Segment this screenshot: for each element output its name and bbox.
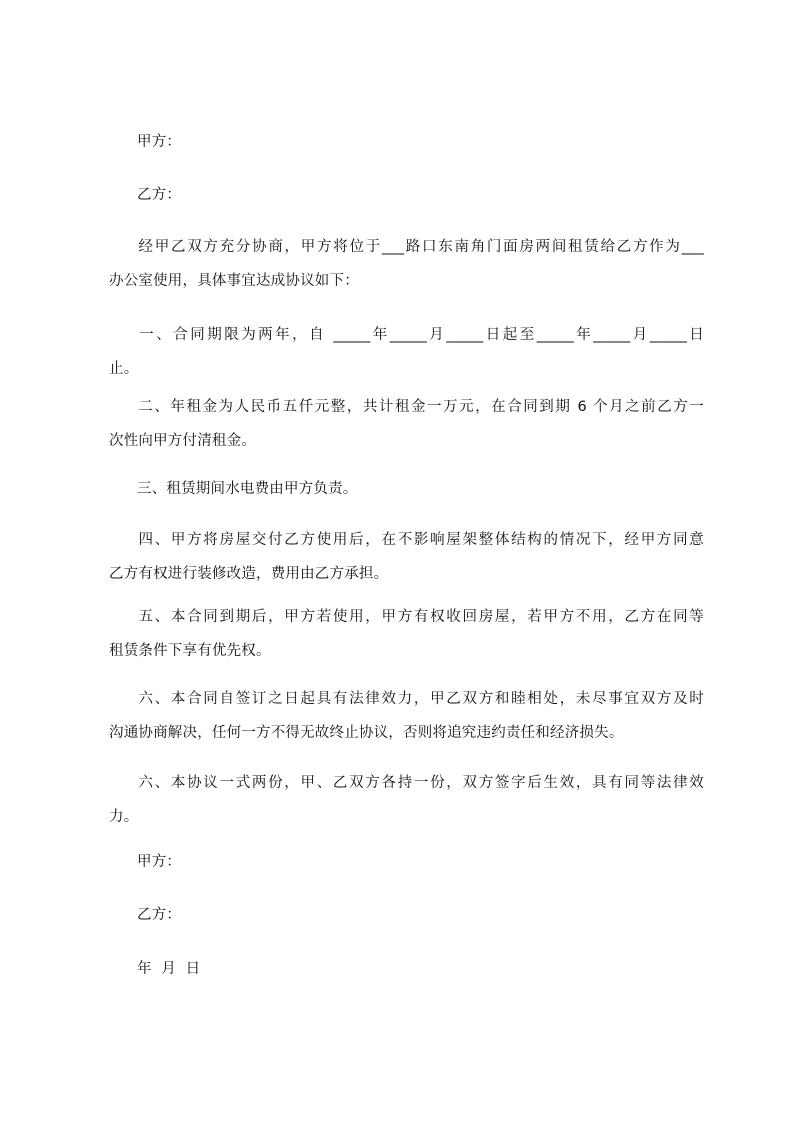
footer-date: 年 月 日: [137, 961, 201, 977]
clause-2: [109, 390, 704, 458]
intro-line-2: 办公室使用，具体事宜达成协议如下：: [109, 273, 359, 289]
clause-6a: [109, 682, 704, 750]
clause-5-line-1: 五、本合同到期后，甲方若使用，甲方有权收回房屋，若甲方不用，乙方在同等: [137, 609, 704, 625]
clause-6b-line-2: 力。: [109, 809, 139, 825]
clause-6a-line-1: 六、本合同自签订之日起具有法律效力，甲乙双方和睦相处，未尽事宜双方及时: [137, 691, 704, 707]
clause-1: [109, 318, 704, 386]
clause-6a-line-2: 沟通协商解决，任何一方不得无故终止协议，否则将追究违约责任和经济损失。: [109, 725, 624, 741]
clause-6b-line-1: 六、本协议一式两份，甲、乙双方各持一份，双方签字后生效，具有同等法律效: [137, 775, 704, 791]
clause-1-line-2: 止。: [109, 361, 139, 377]
clause-6b: [109, 766, 704, 834]
header-party-b: 乙方：: [137, 187, 182, 203]
clause-1-line-1: 一、合同期限为两年，自 _____年_____月_____日起至_____年_____月_____日: [137, 327, 704, 343]
intro-paragraph: [109, 230, 704, 298]
clause-4: [109, 523, 704, 591]
footer-party-a: 甲方：: [137, 854, 182, 870]
clause-5: [109, 600, 704, 668]
clause-4-line-2: 乙方有权进行装修改造，费用由乙方承担。: [109, 566, 389, 582]
clause-2-line-2: 次性向甲方付清租金。: [109, 433, 256, 449]
clause-5-line-2: 租赁条件下享有优先权。: [109, 643, 271, 659]
clause-3: 三、租赁期间水电费由甲方负责。: [137, 481, 358, 497]
footer-party-b: 乙方：: [137, 907, 182, 923]
clause-2-line-1: 二、年租金为人民币五仟元整，共计租金一万元，在合同到期 6 个月之前乙方一: [137, 399, 704, 415]
clause-4-line-1: 四、甲方将房屋交付乙方使用后，在不影响屋架整体结构的情况下，经甲方同意: [137, 532, 704, 548]
intro-line-1: 经甲乙双方充分协商，甲方将位于___路口东南角门面房两间租赁给乙方作为___: [137, 239, 704, 255]
header-party-a: 甲方：: [137, 134, 182, 150]
